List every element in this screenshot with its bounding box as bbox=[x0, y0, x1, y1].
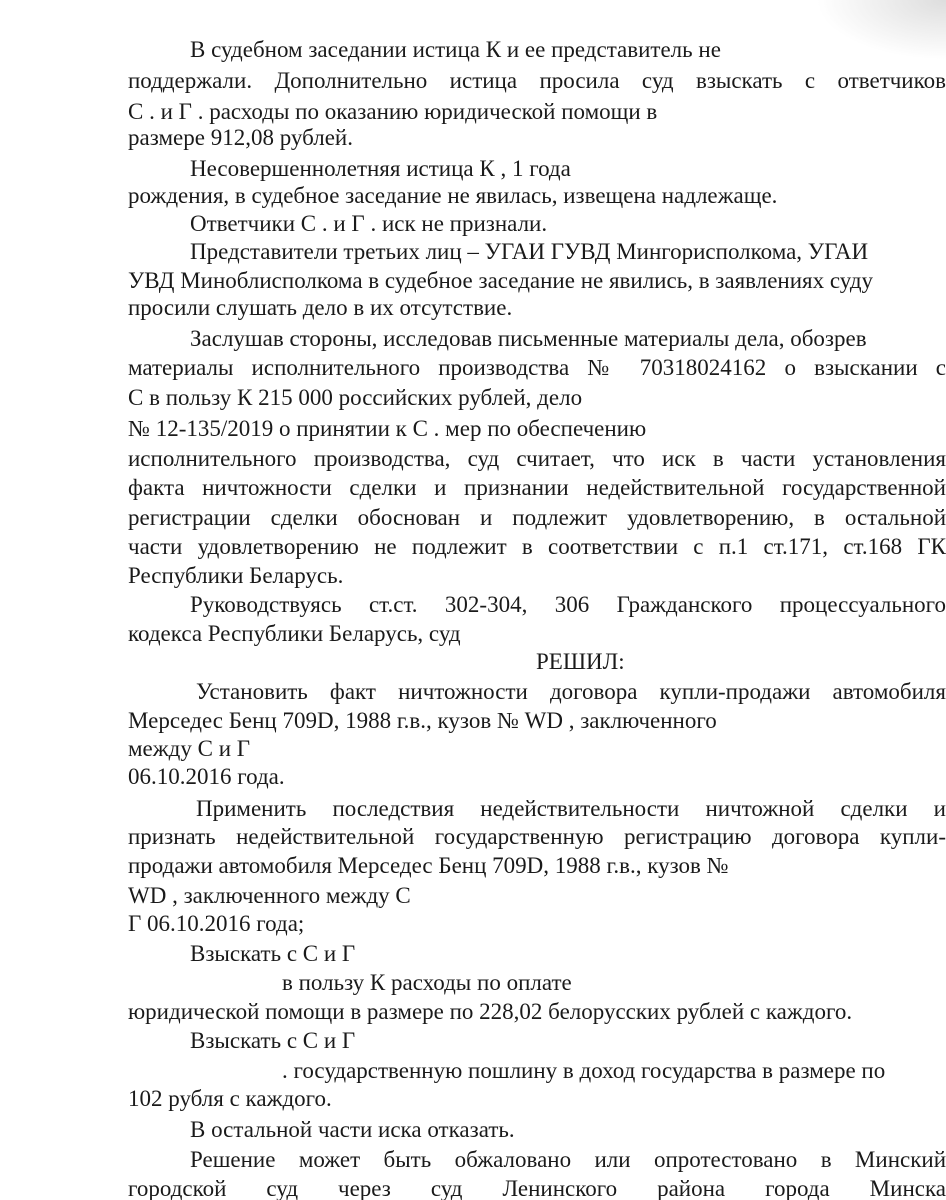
doc-line-19: Республики Беларусь. bbox=[128, 563, 344, 588]
doc-line-17: регистрации сделки обоснован и подлежит удовлетворению, в остальной bbox=[128, 505, 946, 530]
doc-line-32: Взыскать с С и Г bbox=[190, 941, 356, 966]
doc-line-38: В остальной части иска отказать. bbox=[190, 1117, 515, 1142]
doc-line-6: рождения, в судебное заседание не явилась, извещена надлежаще. bbox=[128, 183, 778, 208]
doc-line-39: Решение может быть обжаловано или опротестовано в Минский bbox=[190, 1147, 946, 1172]
doc-line-4: размере 912,08 рублей. bbox=[128, 125, 353, 150]
doc-line-33: в пользу К расходы по оплате bbox=[282, 970, 572, 995]
doc-line-35: Взыскать с С и Г bbox=[190, 1028, 356, 1053]
doc-line-5: Несовершеннолетняя истица К , 1 года bbox=[190, 156, 571, 181]
doc-line-12: материалы исполнительного производства № 70318024162 о взыскании с bbox=[128, 355, 946, 380]
doc-line-29: продажи автомобиля Мерседес Бенц 709D, 1988 г.в., кузов № bbox=[128, 853, 729, 878]
doc-line-30: WD , заключенного между С bbox=[128, 883, 411, 908]
doc-line-9: УВД Миноблисполкома в судебное заседание не явились, в заявлениях суду bbox=[128, 268, 874, 293]
doc-line-1: В судебном заседании истица К и ее представитель не bbox=[190, 37, 721, 62]
doc-line-2: поддержали. Дополнительно истица просила суд взыскать с ответчиков bbox=[128, 68, 946, 93]
doc-line-7: Ответчики С . и Г . иск не признали. bbox=[190, 211, 548, 236]
doc-line-21: кодекса Республики Беларусь, суд bbox=[128, 621, 461, 646]
doc-line-27: Применить последствия недействительности ничтожной сделки и bbox=[196, 796, 946, 821]
doc-line-24: Мерседес Бенц 709D, 1988 г.в., кузов № WD , заключенного bbox=[128, 708, 717, 733]
decision-heading: РЕШИЛ: bbox=[536, 649, 625, 674]
doc-line-26: 06.10.2016 года. bbox=[128, 764, 285, 789]
doc-line-3: С . и Г . расходы по оказанию юридической помощи в bbox=[128, 99, 658, 124]
doc-line-34: юридической помощи в размере по 228,02 белорусских рублей с каждого. bbox=[128, 999, 853, 1024]
doc-line-36: . государственную пошлину в доход государства в размере по bbox=[282, 1058, 886, 1083]
doc-line-8: Представители третьих лиц – УГАИ ГУВД Мингорисполкома, УГАИ bbox=[190, 239, 869, 264]
doc-line-28: признать недействительной государственную регистрацию договора купли- bbox=[128, 824, 946, 849]
doc-line-14: № 12-135/2019 о принятии к С . мер по обеспечению bbox=[128, 416, 647, 441]
doc-line-31: Г 06.10.2016 года; bbox=[128, 911, 305, 936]
doc-line-40: городской суд через суд Ленинского района города Минска bbox=[128, 1176, 946, 1200]
doc-line-23: Установить факт ничтожности договора купли-продажи автомобиля bbox=[196, 679, 946, 704]
doc-line-37: 102 рубля с каждого. bbox=[128, 1086, 332, 1111]
doc-line-15: исполнительного производства, суд считает, что иск в части установления bbox=[128, 446, 946, 471]
doc-line-11: Заслушав стороны, исследовав письменные материалы дела, обозрев bbox=[190, 326, 867, 351]
doc-line-20: Руководствуясь ст.ст. 302-304, 306 Гражданского процессуального bbox=[190, 592, 946, 617]
doc-line-18: части удовлетворению не подлежит в соответствии с п.1 ст.171, ст.168 ГК bbox=[128, 534, 946, 559]
doc-line-25: между С и Г bbox=[128, 736, 251, 761]
doc-line-13: С в пользу К 215 000 российских рублей, дело bbox=[128, 385, 583, 410]
doc-line-10: просили слушать дело в их отсутствие. bbox=[128, 295, 513, 320]
doc-line-16: факта ничтожности сделки и признании недействительной государственной bbox=[128, 475, 946, 500]
